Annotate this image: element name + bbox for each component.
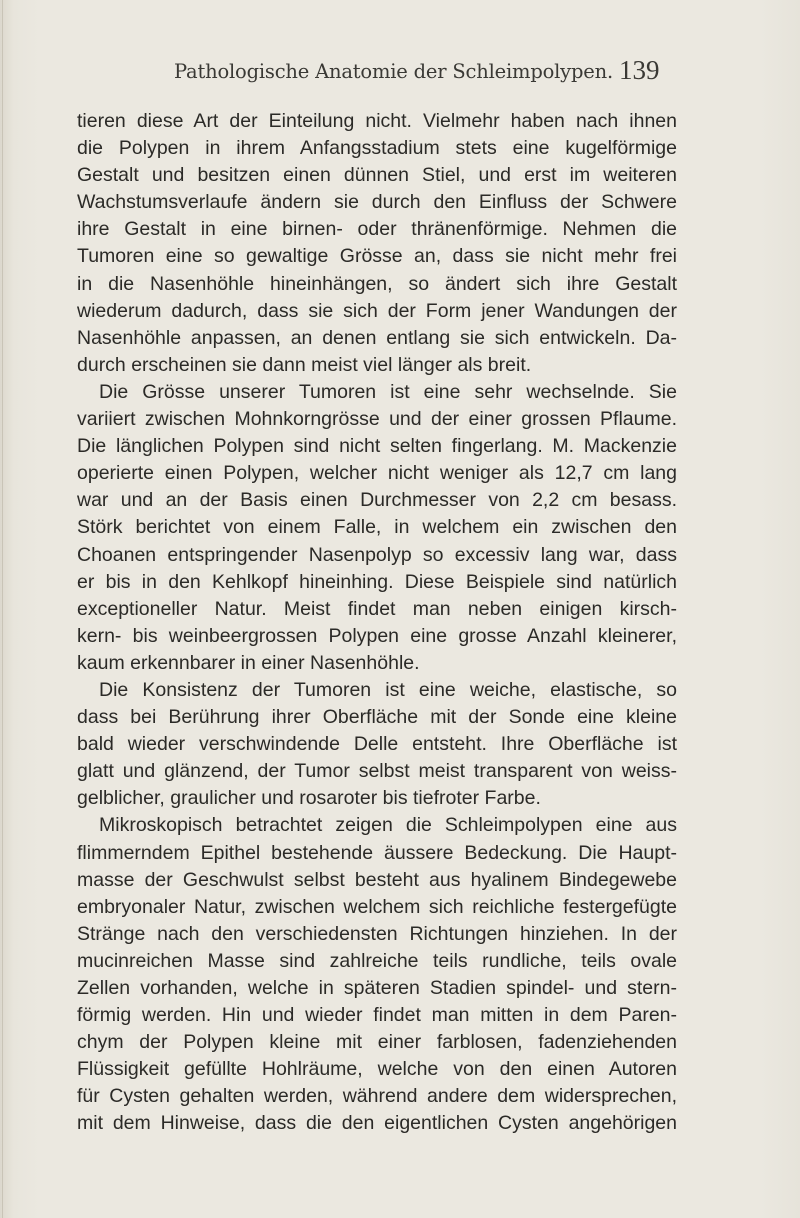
text-line: Tumoren eine so gewaltige Grösse an, dass sie nicht mehr frei [77, 245, 677, 268]
text-line: tieren diese Art der Einteilung nicht. Vielmehr haben nach ihnen [77, 110, 677, 132]
text-line: mit dem Hinweise, dass die den eigentlichen Cysten angehörigen [77, 1112, 677, 1135]
text-line: bald wieder verschwindende Delle entsteht. Ihre Oberfläche ist [77, 733, 677, 756]
paragraph-first-line: Die Konsistenz der Tumoren ist eine weiche, elastische, so [99, 678, 677, 701]
running-header [0, 52, 800, 92]
text-line: Choanen entspringender Nasenpolyp so excessiv lang war, dass [77, 543, 677, 566]
text-line: flimmerndem Epithel bestehende äussere Bedeckung. Die Haupt- [77, 841, 677, 864]
binding-edge [2, 0, 3, 1218]
text-line: Stränge nach den verschiedensten Richtungen hinziehen. In der [77, 922, 677, 945]
text-line: Die länglichen Polypen sind nicht selten fingerlang. M. Mackenzie [77, 435, 677, 458]
text-line: masse der Geschwulst selbst besteht aus hyalinem Bindegewebe [77, 868, 677, 891]
paragraph-first-line: Mikroskopisch betrachtet zeigen die Schleimpolypen eine aus [99, 814, 677, 837]
text-line: dass bei Berührung ihrer Oberfläche mit der Sonde eine kleine [77, 706, 677, 729]
text-line: Nasenhöhle anpassen, an denen entlang sie sich entwickeln. Da- [77, 326, 677, 349]
text-line: exceptioneller Natur. Meist findet man neben einigen kirsch- [77, 597, 677, 620]
text-line: Flüssigkeit gefüllte Hohlräume, welche von den einen Autoren [77, 1058, 677, 1081]
text-line: förmig werden. Hin und wieder findet man mitten in dem Paren- [77, 1004, 677, 1027]
text-line: Wachstumsverlaufe ändern sie durch den Einfluss der Schwere [77, 191, 677, 214]
paragraph-last-line: gelblicher, graulicher und rosaroter bis tiefroter Farbe. [77, 787, 541, 810]
text-line: war und an der Basis einen Durchmesser von 2,2 cm besass. [77, 489, 677, 512]
text-line: glatt und glänzend, der Tumor selbst meist transparent von weiss- [77, 760, 677, 783]
text-line: ihre Gestalt in eine birnen- oder thränenförmige. Nehmen die [77, 218, 677, 241]
text-line: Zellen vorhanden, welche in späteren Stadien spindel- und stern- [77, 977, 677, 999]
paragraph-first-line: Die Grösse unserer Tumoren ist eine sehr wechselnde. Sie [99, 380, 677, 403]
text-line: für Cysten gehalten werden, während andere dem widersprechen, [77, 1085, 677, 1108]
text-line: in die Nasenhöhle hineinhängen, so ändert sich ihre Gestalt [77, 272, 677, 295]
paragraph-last-line: durch erscheinen sie dann meist viel länger als breit. [77, 353, 532, 376]
page-number: 139 [619, 55, 660, 85]
text-line: variiert zwischen Mohnkorngrösse und der einer grossen Pflaume. [77, 408, 677, 431]
text-line: die Polypen in ihrem Anfangsstadium stets eine kugelförmige [77, 137, 677, 160]
text-line: wiederum dadurch, dass sie sich der Form jener Wandungen der [77, 299, 677, 322]
text-line: kern- bis weinbeergrossen Polypen eine grosse Anzahl kleinerer, [77, 624, 677, 647]
body-text [77, 108, 677, 1138]
text-line: Gestalt und besitzen einen dünnen Stiel, und erst im weiteren [77, 164, 677, 187]
paragraph-last-line: kaum erkennbarer in einer Nasenhöhle. [77, 651, 420, 674]
text-line: operierte einen Polypen, welcher nicht weniger als 12,7 cm lang [77, 462, 677, 485]
running-title: Pathologische Anatomie der Schleimpolypen. [174, 60, 613, 83]
text-line: mucinreichen Masse sind zahlreiche teils rundliche, teils ovale [77, 949, 677, 972]
text-line: er bis in den Kehlkopf hineinhing. Diese Beispiele sind natürlich [77, 570, 677, 593]
text-line: Störk berichtet von einem Falle, in welchem ein zwischen den [77, 516, 677, 539]
text-line: embryonaler Natur, zwischen welchem sich reichliche festergefügte [77, 895, 677, 918]
text-line: chym der Polypen kleine mit einer farblosen, fadenziehenden [77, 1031, 677, 1054]
